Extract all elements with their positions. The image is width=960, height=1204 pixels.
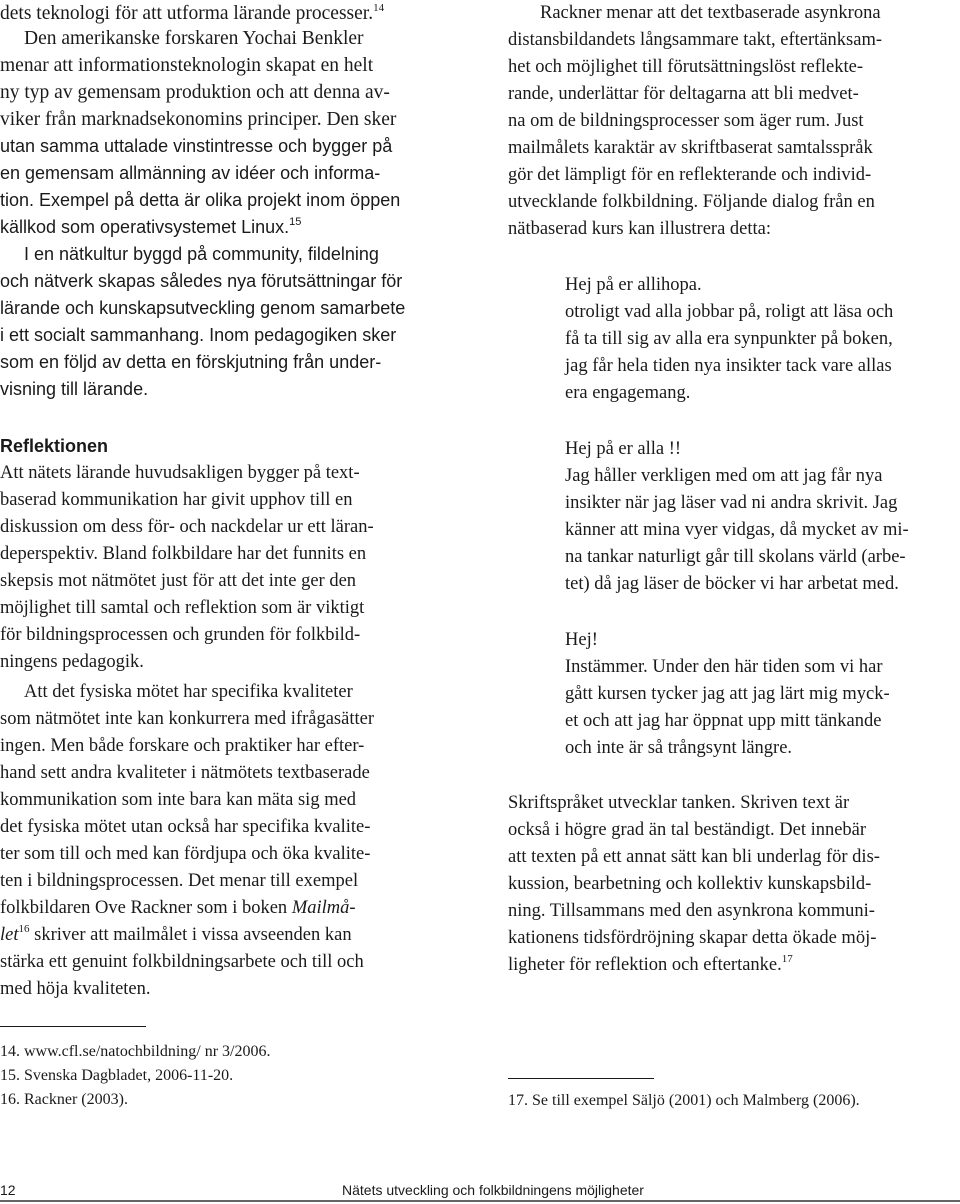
- paragraph-line: tion. Exempel på detta är olika projekt inom öppen: [0, 190, 401, 210]
- intro-line: dets teknologi för att utforma lärande processer.$^{14}$: [0, 2, 385, 24]
- paragraph-line: deperspektiv. Bland folkbildare har det funnits en: [0, 544, 367, 564]
- paragraph-line: med höja kvaliteten.: [0, 979, 151, 999]
- footnote: 15. Svenska Dagbladet, 2006-11-20.: [0, 1067, 234, 1084]
- paragraph-line: ny typ av gemensam produktion och att denna av-: [0, 82, 390, 103]
- paragraph-line: I en nätkultur byggd på community, fildelning: [24, 244, 379, 264]
- footnote-ref: 16: [18, 923, 30, 935]
- paragraph-line: skepsis mot nätmötet just för att det inte ger den: [0, 571, 357, 591]
- book-title: Mailmå-: [291, 898, 356, 918]
- paragraph-line: na om de bildningsprocesser som äger rum. Just: [508, 111, 864, 131]
- paragraph-line: utan samma uttalade vinstintresse och bygger på: [0, 136, 393, 156]
- dialog-line: Jag håller verkligen med om att jag får nya: [565, 466, 883, 486]
- paragraph-line: som nätmötet inte kan konkurrera med ifrågasätter: [0, 709, 374, 729]
- paragraph-line: ligheter för reflektion och eftertanke.$^{17}$: [508, 953, 793, 975]
- dialog-line: få ta till sig av alla era synpunkter på boken,: [565, 329, 893, 349]
- paragraph-line: lärande och kunskapsutveckling genom samarbete: [0, 298, 406, 318]
- paragraph-line: stärka ett genuint folkbildningsarbete och till och: [0, 952, 364, 972]
- paragraph-line: Skriftspråket utvecklar tanken. Skriven text är: [508, 793, 850, 813]
- paragraph-line: utvecklande folkbildning. Följande dialog från en: [508, 192, 875, 212]
- paragraph-line: ningens pedagogik.: [0, 652, 144, 672]
- paragraph-line: ten i bildningsprocessen. Det menar till exempel: [0, 871, 359, 891]
- paragraph-line: också i högre grad än tal beständigt. Det innebär: [508, 820, 867, 840]
- book-title: let: [0, 925, 19, 945]
- paragraph-line: nätbaserad kurs kan illustrera detta:: [508, 219, 772, 239]
- dialog-line: otroligt vad alla jobbar på, roligt att läsa och: [565, 302, 894, 322]
- dialog-line: tet) då jag läser de böcker vi har arbetat med.: [565, 574, 899, 594]
- footnote-rule: [508, 1078, 654, 1079]
- paragraph-line: ingen. Men både forskare och praktiker har efter-: [0, 736, 365, 756]
- paragraph-line: det fysiska mötet utan också har specifika kvalite-: [0, 817, 371, 837]
- dialog-line: gått kursen tycker jag att jag lärt mig myck-: [565, 684, 890, 704]
- paragraph-line: viker från marknadsekonomins principer. Den sker: [0, 109, 397, 130]
- paragraph-line: för bildningsprocessen och grunden för folkbild-: [0, 625, 361, 645]
- paragraph-line: en gemensam allmänning av idéer och informa-: [0, 163, 381, 183]
- paragraph-line: Rackner menar att det textbaserade asynkrona: [540, 3, 881, 23]
- paragraph-line: mailmålets karaktär av skriftbaserat samtalsspråk: [508, 138, 873, 158]
- footnote: 17. Se till exempel Säljö (2001) och Malmberg (2006).: [508, 1092, 860, 1109]
- footnote-ref: 17: [781, 953, 793, 965]
- paragraph-line: ter som till och med kan fördjupa och öka kvalite-: [0, 844, 371, 864]
- paragraph-line: Att det fysiska mötet har specifika kvaliteter: [24, 682, 353, 702]
- paragraph-line: folkbildaren Ove Rackner som i boken Mailmå-: [0, 898, 356, 918]
- page-number: 12: [0, 1182, 16, 1198]
- paragraph-line: som en följd av detta en förskjutning från under-: [0, 352, 382, 372]
- dialog-line: insikter när jag läser vad ni andra skrivit. Jag: [565, 493, 898, 513]
- paragraph-line: möjlighet till samtal och reflektion som är viktigt: [0, 598, 365, 618]
- paragraph-line: het och möjlighet till förutsättningslöst reflekte-: [508, 57, 864, 77]
- section-heading: Reflektionen: [0, 436, 109, 456]
- paragraph-line: kationens tidsfördröjning skapar detta ökade möj-: [508, 928, 877, 948]
- paragraph-line: Den amerikanske forskaren Yochai Benkler: [24, 28, 364, 49]
- paragraph-line: kommunikation som inte bara kan mäta sig med: [0, 790, 357, 810]
- dialog-line: et och att jag har öppnat upp mitt tänkande: [565, 711, 882, 731]
- dialog-line: Hej på er allihopa.: [565, 275, 702, 295]
- paragraph-line: visning till lärande.: [0, 379, 149, 399]
- paragraph-line: Att nätets lärande huvudsakligen bygger på text-: [0, 463, 360, 483]
- dialog-line: Hej på er alla !!: [565, 439, 682, 459]
- paragraph-line: distansbildandets långsammare takt, eftertänksam-: [508, 30, 882, 50]
- paragraph-line: baserad kommunikation har givit upphov till en: [0, 490, 353, 510]
- dialog-line: jag får hela tiden nya insikter tack vare allas: [565, 356, 892, 376]
- dialog-line: Instämmer. Under den här tiden som vi har: [565, 657, 883, 677]
- footnote-rule: [0, 1026, 146, 1027]
- paragraph-line: gör det lämpligt för en reflekterande och individ-: [508, 165, 872, 185]
- paragraph-line: menar att informationsteknologin skapat en helt: [0, 55, 374, 76]
- footnote-ref: 14: [373, 2, 385, 14]
- running-title: Nätets utveckling och folkbildningens möjligheter: [342, 1182, 644, 1198]
- footnote: 14. www.cfl.se/natochbildning/ nr 3/2006.: [0, 1043, 271, 1060]
- paragraph-line: och nätverk skapas således nya förutsättningar för: [0, 271, 403, 291]
- paragraph-line: let$^{16}$ skriver att mailmålet i vissa avseenden kan: [0, 923, 352, 945]
- paragraph-line: ning. Tillsammans med den asynkrona kommuni-: [508, 901, 875, 921]
- paragraph-line: att texten på ett annat sätt kan bli underlag för dis-: [508, 847, 880, 867]
- dialog-line: och inte är så trångsynt längre.: [565, 738, 793, 758]
- dialog-line: känner att mina vyer vidgas, då mycket av mi-: [565, 520, 909, 540]
- paragraph-line: diskussion om dess för- och nackdelar ur ett läran-: [0, 517, 374, 537]
- paragraph-line: hand sett andra kvaliteter i nätmötets textbaserade: [0, 763, 370, 783]
- paragraph-line: i ett socialt sammanhang. Inom pedagogiken sker: [0, 325, 397, 345]
- paragraph-line: kussion, bearbetning och kollektiv kunskapsbild-: [508, 874, 872, 894]
- dialog-line: na tankar naturligt går till skolans värld (arbe-: [565, 547, 906, 567]
- paragraph-line: rande, underlättar för deltagarna att bli medvet-: [508, 84, 859, 104]
- dialog-line: Hej!: [565, 630, 598, 650]
- footer-rule: [0, 1200, 960, 1202]
- dialog-line: era engagemang.: [565, 383, 691, 403]
- footnote: 16. Rackner (2003).: [0, 1091, 128, 1108]
- footnote-ref: 15: [289, 216, 302, 228]
- paragraph-line: källkod som operativsystemet Linux.$^{15}$: [0, 216, 302, 237]
